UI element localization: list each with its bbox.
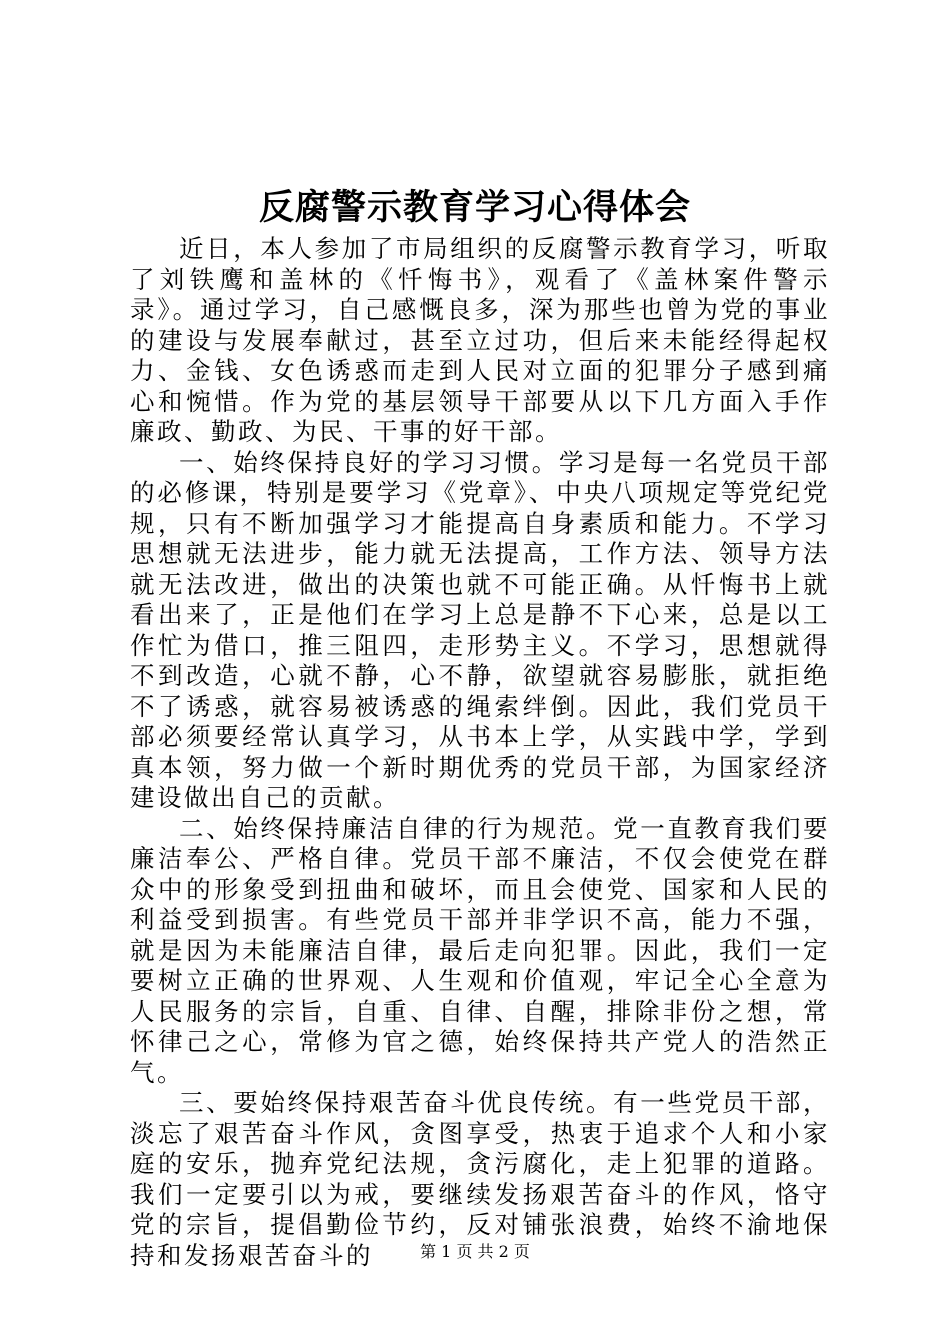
paragraph-section-2: 二、始终保持廉洁自律的行为规范。党一直教育我们要廉洁奉公、严格自律。党员干部不廉洁，不仅会使党在群众中的形象受到扭曲和破坏，而且会使党、国家和人民的利益受到损害。有些党员干部并非学识不高，能力不强，就是因为未能廉洁自律，最后走向犯罪。因此，我们一定要树立正确的世界观、人生观和价值观，牢记全心全意为人民服务的宗旨，自重、自律、自醒，排除非份之想，常怀律己之心，常修为官之德，始终保持共产党人的浩然正气。 bbox=[130, 813, 830, 1087]
document-body bbox=[130, 234, 830, 1271]
paragraph-section-1: 一、始终保持良好的学习习惯。学习是每一名党员干部的必修课，特别是要学习《党章》、中央八项规定等党纪党规，只有不断加强学习才能提高自身素质和能力。不学习思想就无法进步，能力就无法提高，工作方法、领导方法就无法改进，做出的决策也就不可能正确。从忏悔书上就看出来了，正是他们在学习上总是静不下心来，总是以工作忙为借口，推三阻四，走形势主义。不学习，思想就得不到改造，心就不静，心不静，欲望就容易膨胀，就拒绝不了诱惑，就容易被诱惑的绳索绊倒。因此，我们党员干部必须要经常认真学习，从书本上学，从实践中学，学到真本领，努力做一个新时期优秀的党员干部，为国家经济建设做出自己的贡献。 bbox=[130, 447, 830, 812]
paragraph-section-3: 三、要始终保持艰苦奋斗优良传统。有一些党员干部，淡忘了艰苦奋斗作风，贪图享受，热衷于追求个人和小家庭的安乐，抛弃党纪法规，贪污腐化，走上犯罪的道路。我们一定要引以为戒，要继续发扬艰苦奋斗的作风，恪守党的宗旨，提倡勤俭节约，反对铺张浪费，始终不渝地保持和发扬艰苦奋斗的 bbox=[130, 1088, 830, 1270]
document-title: 反腐警示教育学习心得体会 bbox=[258, 187, 691, 228]
paragraph-intro: 近日，本人参加了市局组织的反腐警示教育学习，听取了刘铁鹰和盖林的《忏悔书》，观看了《盖林案件警示录》。通过学习，自己感慨良多，深为那些也曾为党的事业的建设与发展奉献过，甚至立过功，但后来未能经得起权力、金钱、女色诱惑而走到人民对立面的犯罪分子感到痛心和惋惜。作为党的基层领导干部要从以下几方面入手作廉政、勤政、为民、干事的好干部。 bbox=[130, 234, 830, 446]
page-footer: 第 1 页 共 2 页 bbox=[420, 1242, 530, 1261]
